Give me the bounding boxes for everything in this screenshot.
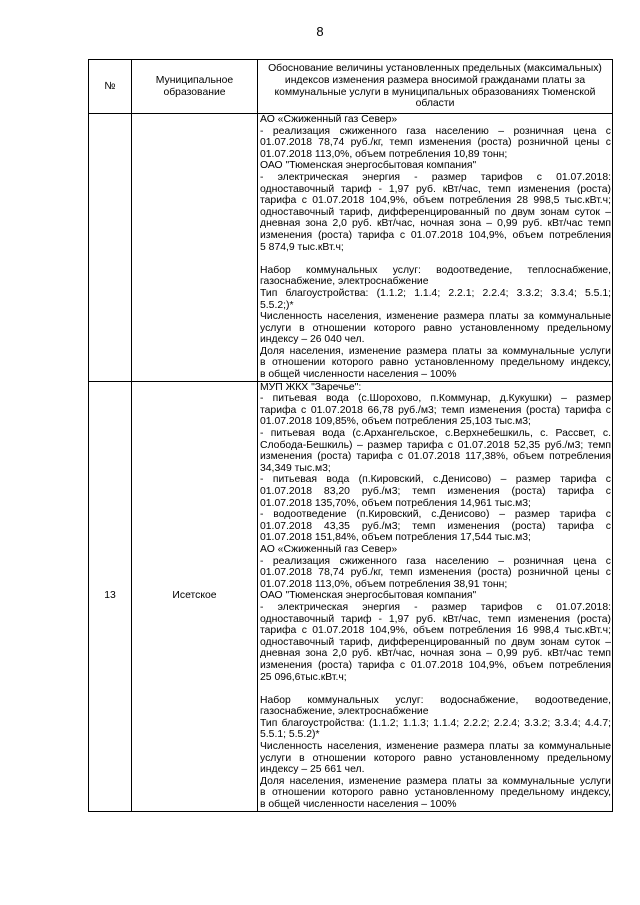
justification-line: одноставочный тариф - 1,97 руб. кВт/час, темп изменения (роста) [260, 613, 611, 625]
justification-line: 01.07.2018 113,0%, объем потребления 10,89 тонн; [260, 148, 508, 160]
justification-line: в отношении которого равно установленному предельному индексу, [260, 787, 611, 799]
justification-line: 5.5.2;)* [260, 299, 294, 311]
justification-line: АО «Сжиженный газ Север» [260, 114, 398, 125]
justification-line: - питьевая вода (п.Кировский, с.Денисово) – размер тарифа с [260, 474, 611, 486]
justification-line: тарифа с 01.07.2018 104,9%, объем потребления 16 998,4 тыс.кВт.ч; [260, 625, 611, 637]
justification-line: Численность населения, изменение размера платы за коммунальные [260, 741, 611, 753]
justification-line: Набор коммунальных услуг: водоснабжение, водоотведение, [260, 694, 611, 706]
justification-line: индексу – 25 661 чел. [260, 764, 365, 776]
justification-line: 01.07.2018 135,70%, объем потребления 14,961 тыс.м3; [260, 497, 531, 509]
justification-line: одноставочный тариф, дифференцированный по двум зонам суток – [260, 206, 611, 218]
justification-line: одноставочный тариф - 1,97 руб. кВт/час, темп изменения (роста) [260, 183, 611, 195]
row-number [89, 114, 132, 382]
justification-line: - питьевая вода (с.Архангельское, с.Верхнебешкиль, с. Рассвет, с. [260, 428, 611, 440]
justification-line: Тип благоустройства: (1.1.2; 1.1.3; 1.1.4; 2.2.2; 2.2.4; 3.3.2; 3.3.4; 4.4.7; [260, 717, 611, 729]
justification-line: 01.07.2018 43,35 руб./м3; темп изменения (роста) тарифа с [260, 520, 611, 532]
header-number [89, 60, 132, 114]
justification-line: МУП ЖКХ "Заречье": [260, 381, 362, 393]
justification-line: 01.07.2018 109,85%, объем потребления 25,103 тыс.м3; [260, 416, 531, 428]
justification-line: дневная зона 2,0 руб. кВт/час, ночная зона – 0,99 руб. кВт/час темп [260, 218, 611, 230]
justification-line: - питьевая вода (с.Шорохово, п.Коммунар, д.Кукушки) – размер [260, 393, 611, 405]
justification-line: газоснабжение, электроснабжение [260, 706, 429, 718]
justification-line: - водоотведение (п.Кировский, с.Денисово) – размер тарифа с [260, 509, 611, 521]
justification-line: 01.07.2018 78,74 руб./кг, темп изменения (роста) розничной цены с [260, 137, 611, 149]
table-row [89, 381, 613, 811]
justification-line: - электрическая энергия - размер тарифов с 01.07.2018: [260, 171, 611, 183]
header-justification [258, 60, 613, 114]
header-municipality [132, 60, 258, 114]
justification-line: 34,349 тыс.м3; [260, 462, 331, 474]
header-justification-line: области [415, 98, 455, 110]
justification-line: Слобода-Бешкиль) – размер тарифа с 01.07.2018 52,35 руб./м3; темп [260, 439, 611, 451]
table-header-row [89, 60, 613, 114]
justification-line: 01.07.2018 78,74 руб./кг, темп изменения (роста) розничной цены с [260, 567, 611, 579]
justification-line [260, 683, 611, 695]
justification-line: изменения (роста) тарифа с 01.07.2018 104,9%, объем потребления [260, 229, 611, 241]
justification-line: индексу – 26 040 чел. [260, 334, 365, 346]
justification-line: Доля населения, изменение размера платы за коммунальные услуги [260, 775, 611, 787]
justification-line: в отношении которого равно установленному предельному индексу, [260, 357, 611, 369]
justification-line: - электрическая энергия - размер тарифов с 01.07.2018: [260, 601, 611, 613]
row-municipality [132, 114, 258, 382]
justification-line: Набор коммунальных услуг: водоотведение, теплоснабжение, [260, 264, 611, 276]
justification-line: Тип благоустройства: (1.1.2; 1.1.4; 2.2.1; 2.2.4; 3.3.2; 3.3.4; 5.5.1; [260, 287, 611, 299]
justification-line: - реализация сжиженного газа населению – розничная цена с [260, 125, 611, 137]
justification-line: - реализация сжиженного газа населению – розничная цена с [260, 555, 611, 567]
justification-line: ОАО "Тюменская энергосбытовая компания" [260, 590, 477, 602]
justification-line: тарифа с 01.07.2018 66,78 руб./м3; темп изменения (роста) тарифа с [260, 404, 611, 416]
justification-line: 01.07.2018 151,84%, объем потребления 17,544 тыс.м3; [260, 532, 531, 544]
justification-line: 5 874,9 тыс.кВт.ч; [260, 241, 344, 253]
header-number-label: № [104, 80, 116, 92]
row-number: 13 [89, 381, 132, 811]
justification-line: изменения (роста) тарифа с 01.07.2018 117,38%, объем потребления [260, 451, 611, 463]
header-justification-line: коммунальные услуги в муниципальных образованиях Тюменской [274, 86, 596, 98]
justification-line: дневная зона 2,0 руб. кВт/час, ночная зона – 0,99 руб. кВт/час темп [260, 648, 611, 660]
justification-line: тарифа с 01.07.2018 104,9%, объем потребления 28 998,5 тыс.кВт.ч; [260, 195, 611, 207]
justification-line: услуги в отношении которого равно установленному предельному [260, 322, 611, 334]
header-municipality-line: образование [163, 86, 226, 98]
justification-line: ОАО "Тюменская энергосбытовая компания" [260, 160, 477, 172]
table-row [89, 114, 613, 382]
header-justification-line: индексов изменения размера вносимой гражданами платы за [284, 74, 586, 86]
justification-line: Численность населения, изменение размера платы за коммунальные [260, 311, 611, 323]
justification-line: 01.07.2018 113,0%, объем потребления 38,91 тонн; [260, 578, 508, 590]
tariff-justification-table [88, 59, 613, 812]
row-justification [258, 114, 613, 382]
page-number: 8 [316, 24, 324, 39]
justification-line: одноставочный тариф, дифференцированный по двум зонам суток – [260, 636, 611, 648]
justification-line: изменения (роста) тарифа с 01.07.2018 104,9%, объем потребления [260, 659, 611, 671]
justification-line: газоснабжение, электроснабжение [260, 276, 429, 288]
justification-line: 01.07.2018 83,20 руб./м3; темп изменения (роста) тарифа с [260, 486, 611, 497]
justification-line: 5.5.1; 5.5.2)* [260, 729, 320, 741]
justification-line: Доля населения, изменение размера платы за коммунальные услуги [260, 345, 611, 357]
header-municipality-line: Муниципальное [155, 74, 234, 86]
justification-line: в общей численности населения – 100% [260, 369, 457, 381]
row-justification [258, 381, 613, 811]
header-justification-line: Обоснование величины установленных предельных (максимальных) [268, 63, 602, 75]
row-municipality: Исетское [132, 381, 258, 811]
justification-line: услуги в отношении которого равно установленному предельному [260, 752, 611, 764]
justification-line: 25 096,6тыс.кВт.ч; [260, 671, 347, 683]
justification-line [260, 253, 611, 265]
justification-line: АО «Сжиженный газ Север» [260, 543, 398, 555]
justification-line: в общей численности населения – 100% [260, 799, 457, 811]
